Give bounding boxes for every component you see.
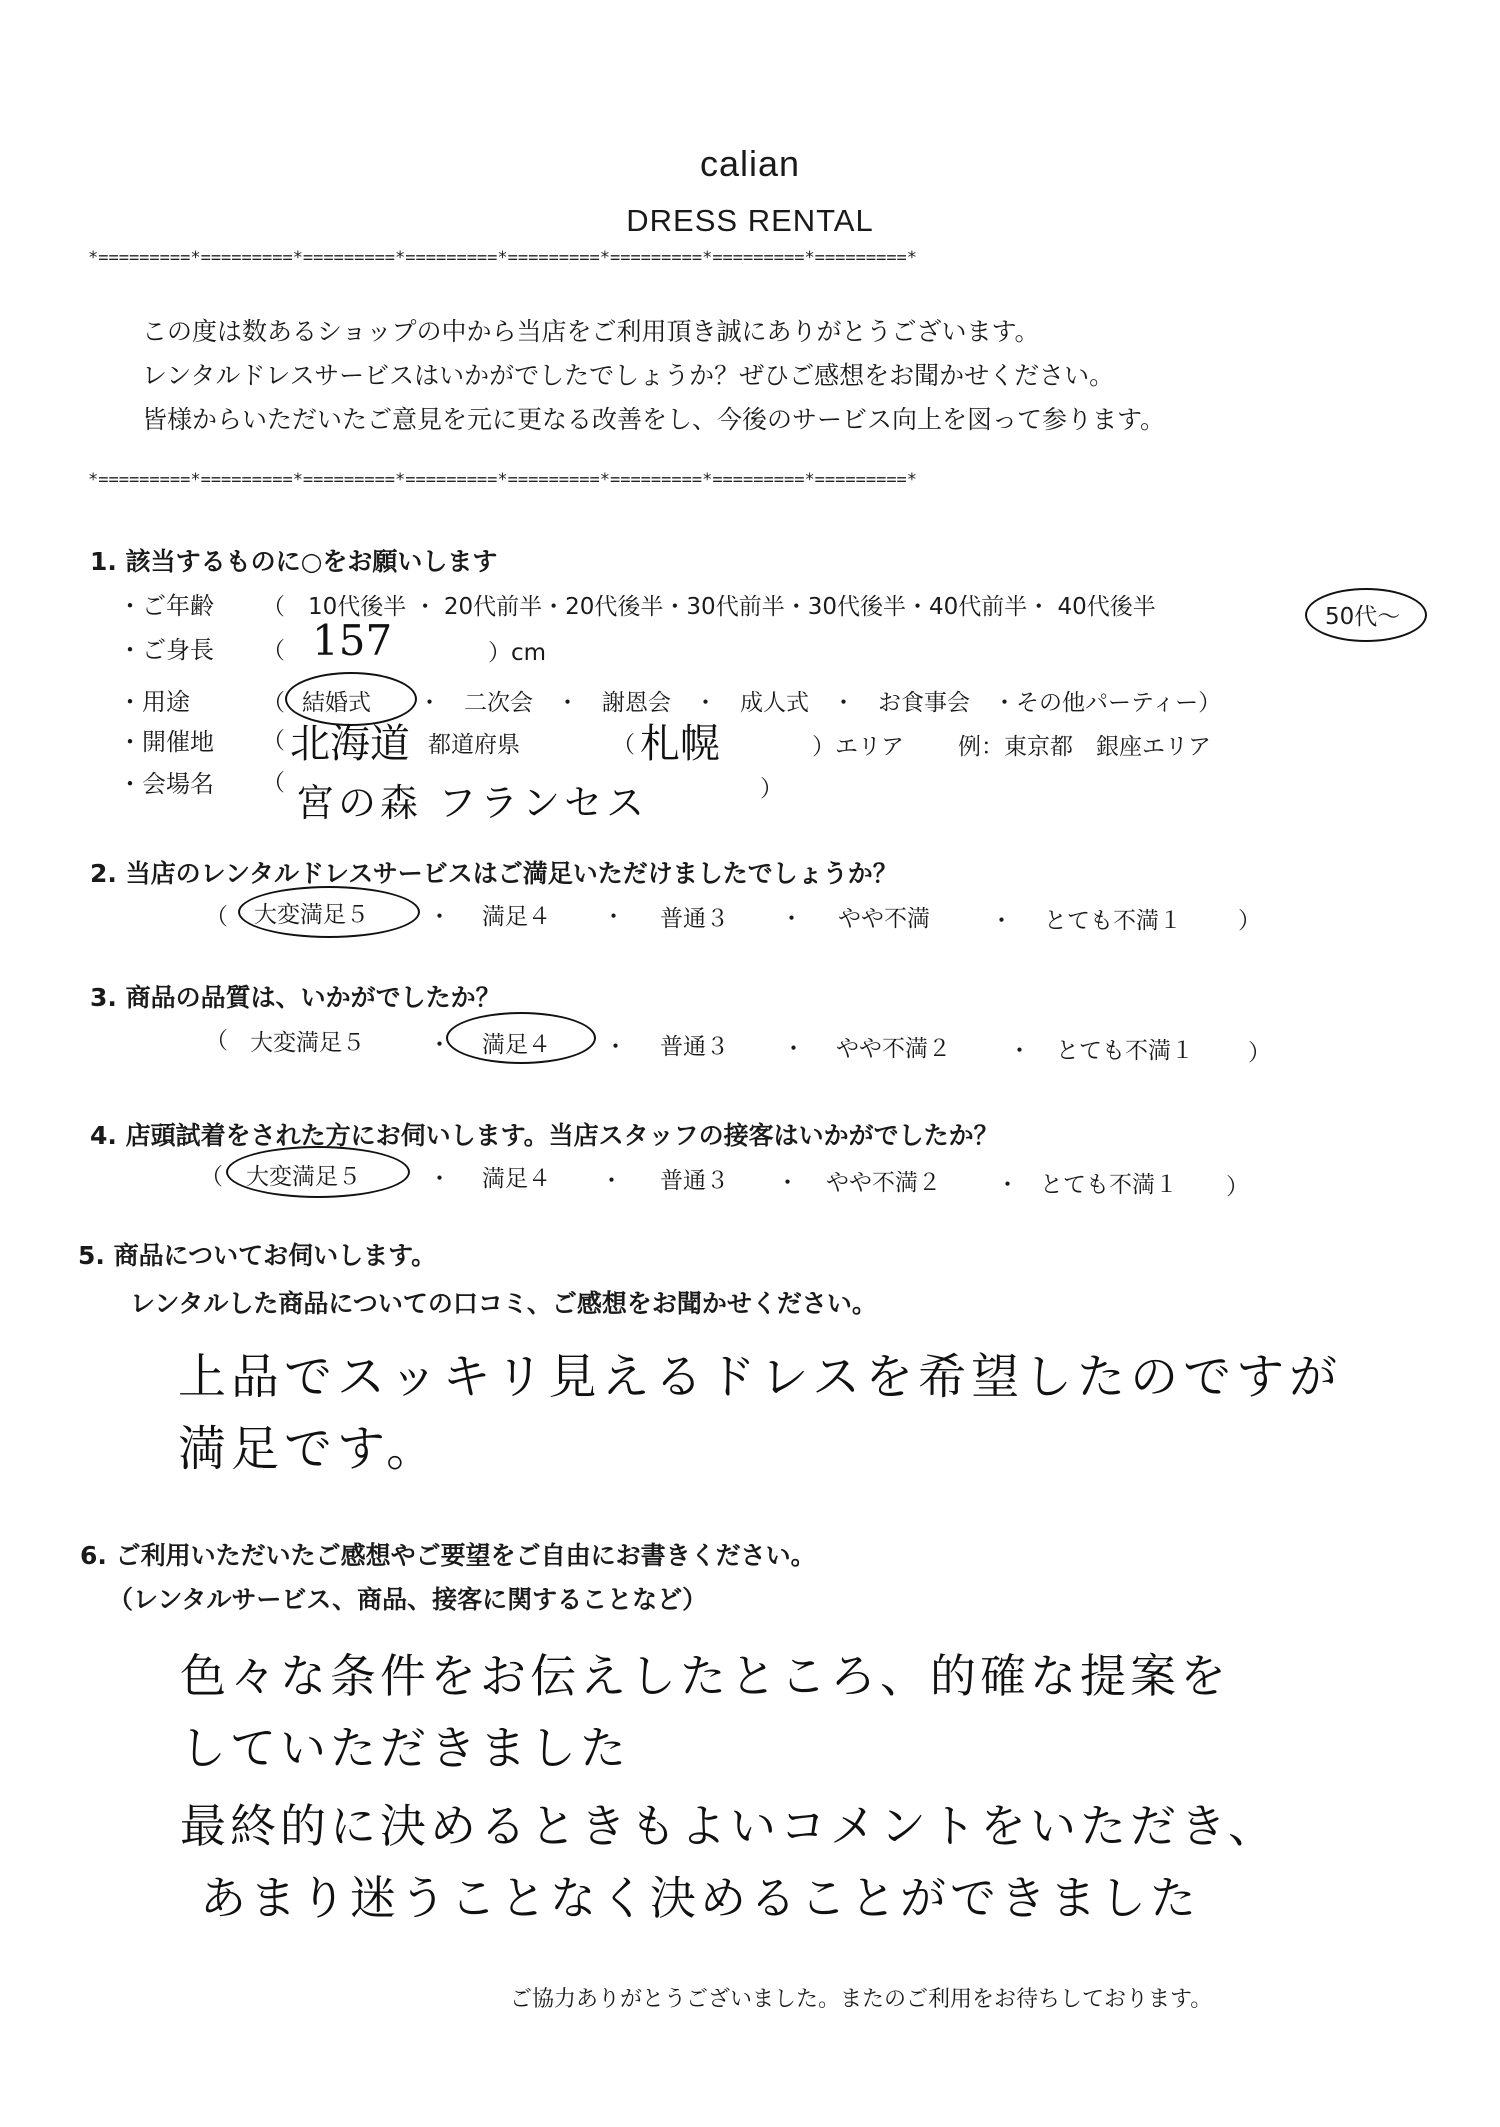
q3-sep-1: ・ xyxy=(428,1032,451,1058)
q4-selection-circle xyxy=(226,1146,410,1198)
q4-option-1[interactable]: 大変満足５ xyxy=(246,1164,361,1190)
intro-line-2: レンタルドレスサービスはいかがでしたでしょうか？ぜひご感想をお聞かせください。 xyxy=(142,361,1115,390)
q4-title: 4. 店頭試着をされた方にお伺いします。当店スタッフの接客はいかがでしたか？ xyxy=(90,1121,999,1150)
q5-answer-line-2[interactable]: 満足です。 xyxy=(178,1421,440,1477)
q4-option-2[interactable]: 満足４ xyxy=(482,1166,551,1192)
height-value[interactable]: 157 xyxy=(312,616,393,665)
q5-answer-line-1[interactable]: 上品でスッキリ見えるドレスを希望したのですが xyxy=(178,1349,1343,1405)
venue-name-label: ・会場名 xyxy=(118,770,214,798)
venue-name-value[interactable]: 宮の森 フランセス xyxy=(296,781,649,825)
q4-paren-close: ） xyxy=(1226,1174,1249,1200)
q3-paren-open: （ xyxy=(205,1028,228,1054)
q4-sep-2: ・ xyxy=(600,1168,623,1194)
venue-name-close: ） xyxy=(760,776,783,802)
q3-option-1[interactable]: 大変満足５ xyxy=(250,1030,365,1056)
divider-bottom: *=========*=========*=========*=========*=========*=========*=========*=========* xyxy=(88,470,918,490)
q2-option-5[interactable]: とても不満１ xyxy=(1044,908,1182,934)
q3-selection-circle xyxy=(446,1012,596,1064)
q3-option-5[interactable]: とても不満１ xyxy=(1056,1038,1194,1064)
area-suffix: ）エリア xyxy=(812,734,904,760)
prefecture-value[interactable]: 北海道 xyxy=(290,721,410,767)
q6-answer-line-2[interactable]: していただきました xyxy=(180,1721,630,1775)
q2-sep-4: ・ xyxy=(990,908,1013,934)
q2-option-2[interactable]: 満足４ xyxy=(482,904,551,930)
q3-title: 3. 商品の品質は、いかがでしたか？ xyxy=(90,983,501,1012)
q2-title: 2. 当店のレンタルドレスサービスはご満足いただけましたでしょうか？ xyxy=(90,859,898,888)
age-options: （ 10代後半 ・ 20代前半・20代後半・30代前半・30代後半・40代前半・ 40代後半 xyxy=(262,594,1156,620)
q4-option-4[interactable]: やや不満２ xyxy=(826,1170,941,1196)
area-value[interactable]: 札幌 xyxy=(640,721,720,767)
area-example: 例：東京都 銀座エリア xyxy=(958,734,1211,760)
venue-name-open: （ xyxy=(262,770,285,796)
q3-sep-4: ・ xyxy=(1008,1038,1031,1064)
divider-top: *=========*=========*=========*=========*=========*=========*=========*=========* xyxy=(88,248,918,268)
age-selection-circle xyxy=(1305,588,1427,642)
prefecture-suffix: 都道府県 xyxy=(428,732,520,758)
area-open: （ xyxy=(612,732,635,758)
q3-option-3[interactable]: 普通３ xyxy=(660,1034,729,1060)
q4-option-3[interactable]: 普通３ xyxy=(660,1168,729,1194)
q2-option-4[interactable]: やや不満 xyxy=(838,906,930,932)
intro-line-1: この度は数あるショップの中から当店をご利用頂き誠にありがとうございます。 xyxy=(142,317,1040,346)
q2-option-1[interactable]: 大変満足５ xyxy=(254,902,369,928)
q2-paren-close: ） xyxy=(1238,908,1261,934)
brand-subtitle: DRESS RENTAL xyxy=(626,203,874,238)
q3-option-2[interactable]: 満足４ xyxy=(482,1032,551,1058)
q3-paren-close: ） xyxy=(1248,1040,1271,1066)
age-selected[interactable]: 50代〜 xyxy=(1325,604,1401,630)
q5-title: 5. 商品についてお伺いします。 xyxy=(78,1241,437,1270)
intro-line-3: 皆様からいただいたご意見を元に更なる改善をし、今後のサービス向上を図って参ります。 xyxy=(142,405,1166,434)
purpose-others: ・ 二次会 ・ 謝恩会 ・ 成人式 ・ お食事会 ・その他パーティー） xyxy=(418,690,1222,716)
q4-sep-4: ・ xyxy=(996,1172,1019,1198)
q3-sep-2: ・ xyxy=(604,1034,627,1060)
q2-paren-open: （ xyxy=(205,904,228,930)
venue-area-label: ・開催地 xyxy=(118,728,214,756)
brand-logo: calian xyxy=(699,143,801,184)
q2-selection-circle xyxy=(238,886,420,938)
purpose-open: （ xyxy=(262,690,285,716)
q3-option-4[interactable]: やや不満２ xyxy=(836,1036,951,1062)
purpose-label: ・用途 xyxy=(118,688,190,716)
q4-option-5[interactable]: とても不満１ xyxy=(1040,1172,1178,1198)
age-label: ・ご年齢 xyxy=(118,592,214,620)
q6-answer-line-1[interactable]: 色々な条件をお伝えしたところ、的確な提案を xyxy=(180,1649,1230,1703)
q4-sep-3: ・ xyxy=(776,1170,799,1196)
q2-sep-1: ・ xyxy=(428,904,451,930)
q6-answer-line-3[interactable]: 最終的に決めるときもよいコメントをいただき、 xyxy=(180,1799,1279,1853)
q2-option-3[interactable]: 普通３ xyxy=(660,906,729,932)
q4-paren-open: （ xyxy=(200,1164,223,1190)
q2-sep-3: ・ xyxy=(780,906,803,932)
q5-prompt: レンタルした商品についての口コミ、ご感想をお聞かせください。 xyxy=(130,1289,877,1318)
q3-sep-3: ・ xyxy=(782,1036,805,1062)
q6-title: 6. ご利用いただいたご感想やご要望をご自由にお書きください。 xyxy=(80,1541,816,1570)
purpose-selected[interactable]: 結婚式 xyxy=(302,690,371,716)
q2-sep-2: ・ xyxy=(602,904,625,930)
q6-prompt: （レンタルサービス、商品、接客に関することなど） xyxy=(108,1585,708,1614)
footer-thanks: ご協力ありがとうございました。またのご利用をお待ちしております。 xyxy=(510,1987,1213,2012)
height-label: ・ご身長 xyxy=(118,636,214,664)
q1-title: 1. 該当するものに○をお願いします xyxy=(90,547,498,576)
q6-answer-line-4[interactable]: あまり迷うことなく決めることができました xyxy=(200,1871,1200,1925)
q4-sep-1: ・ xyxy=(428,1166,451,1192)
height-unit: ）cm xyxy=(488,640,547,666)
height-open: （ xyxy=(262,638,285,664)
venue-area-open: （ xyxy=(262,728,285,754)
